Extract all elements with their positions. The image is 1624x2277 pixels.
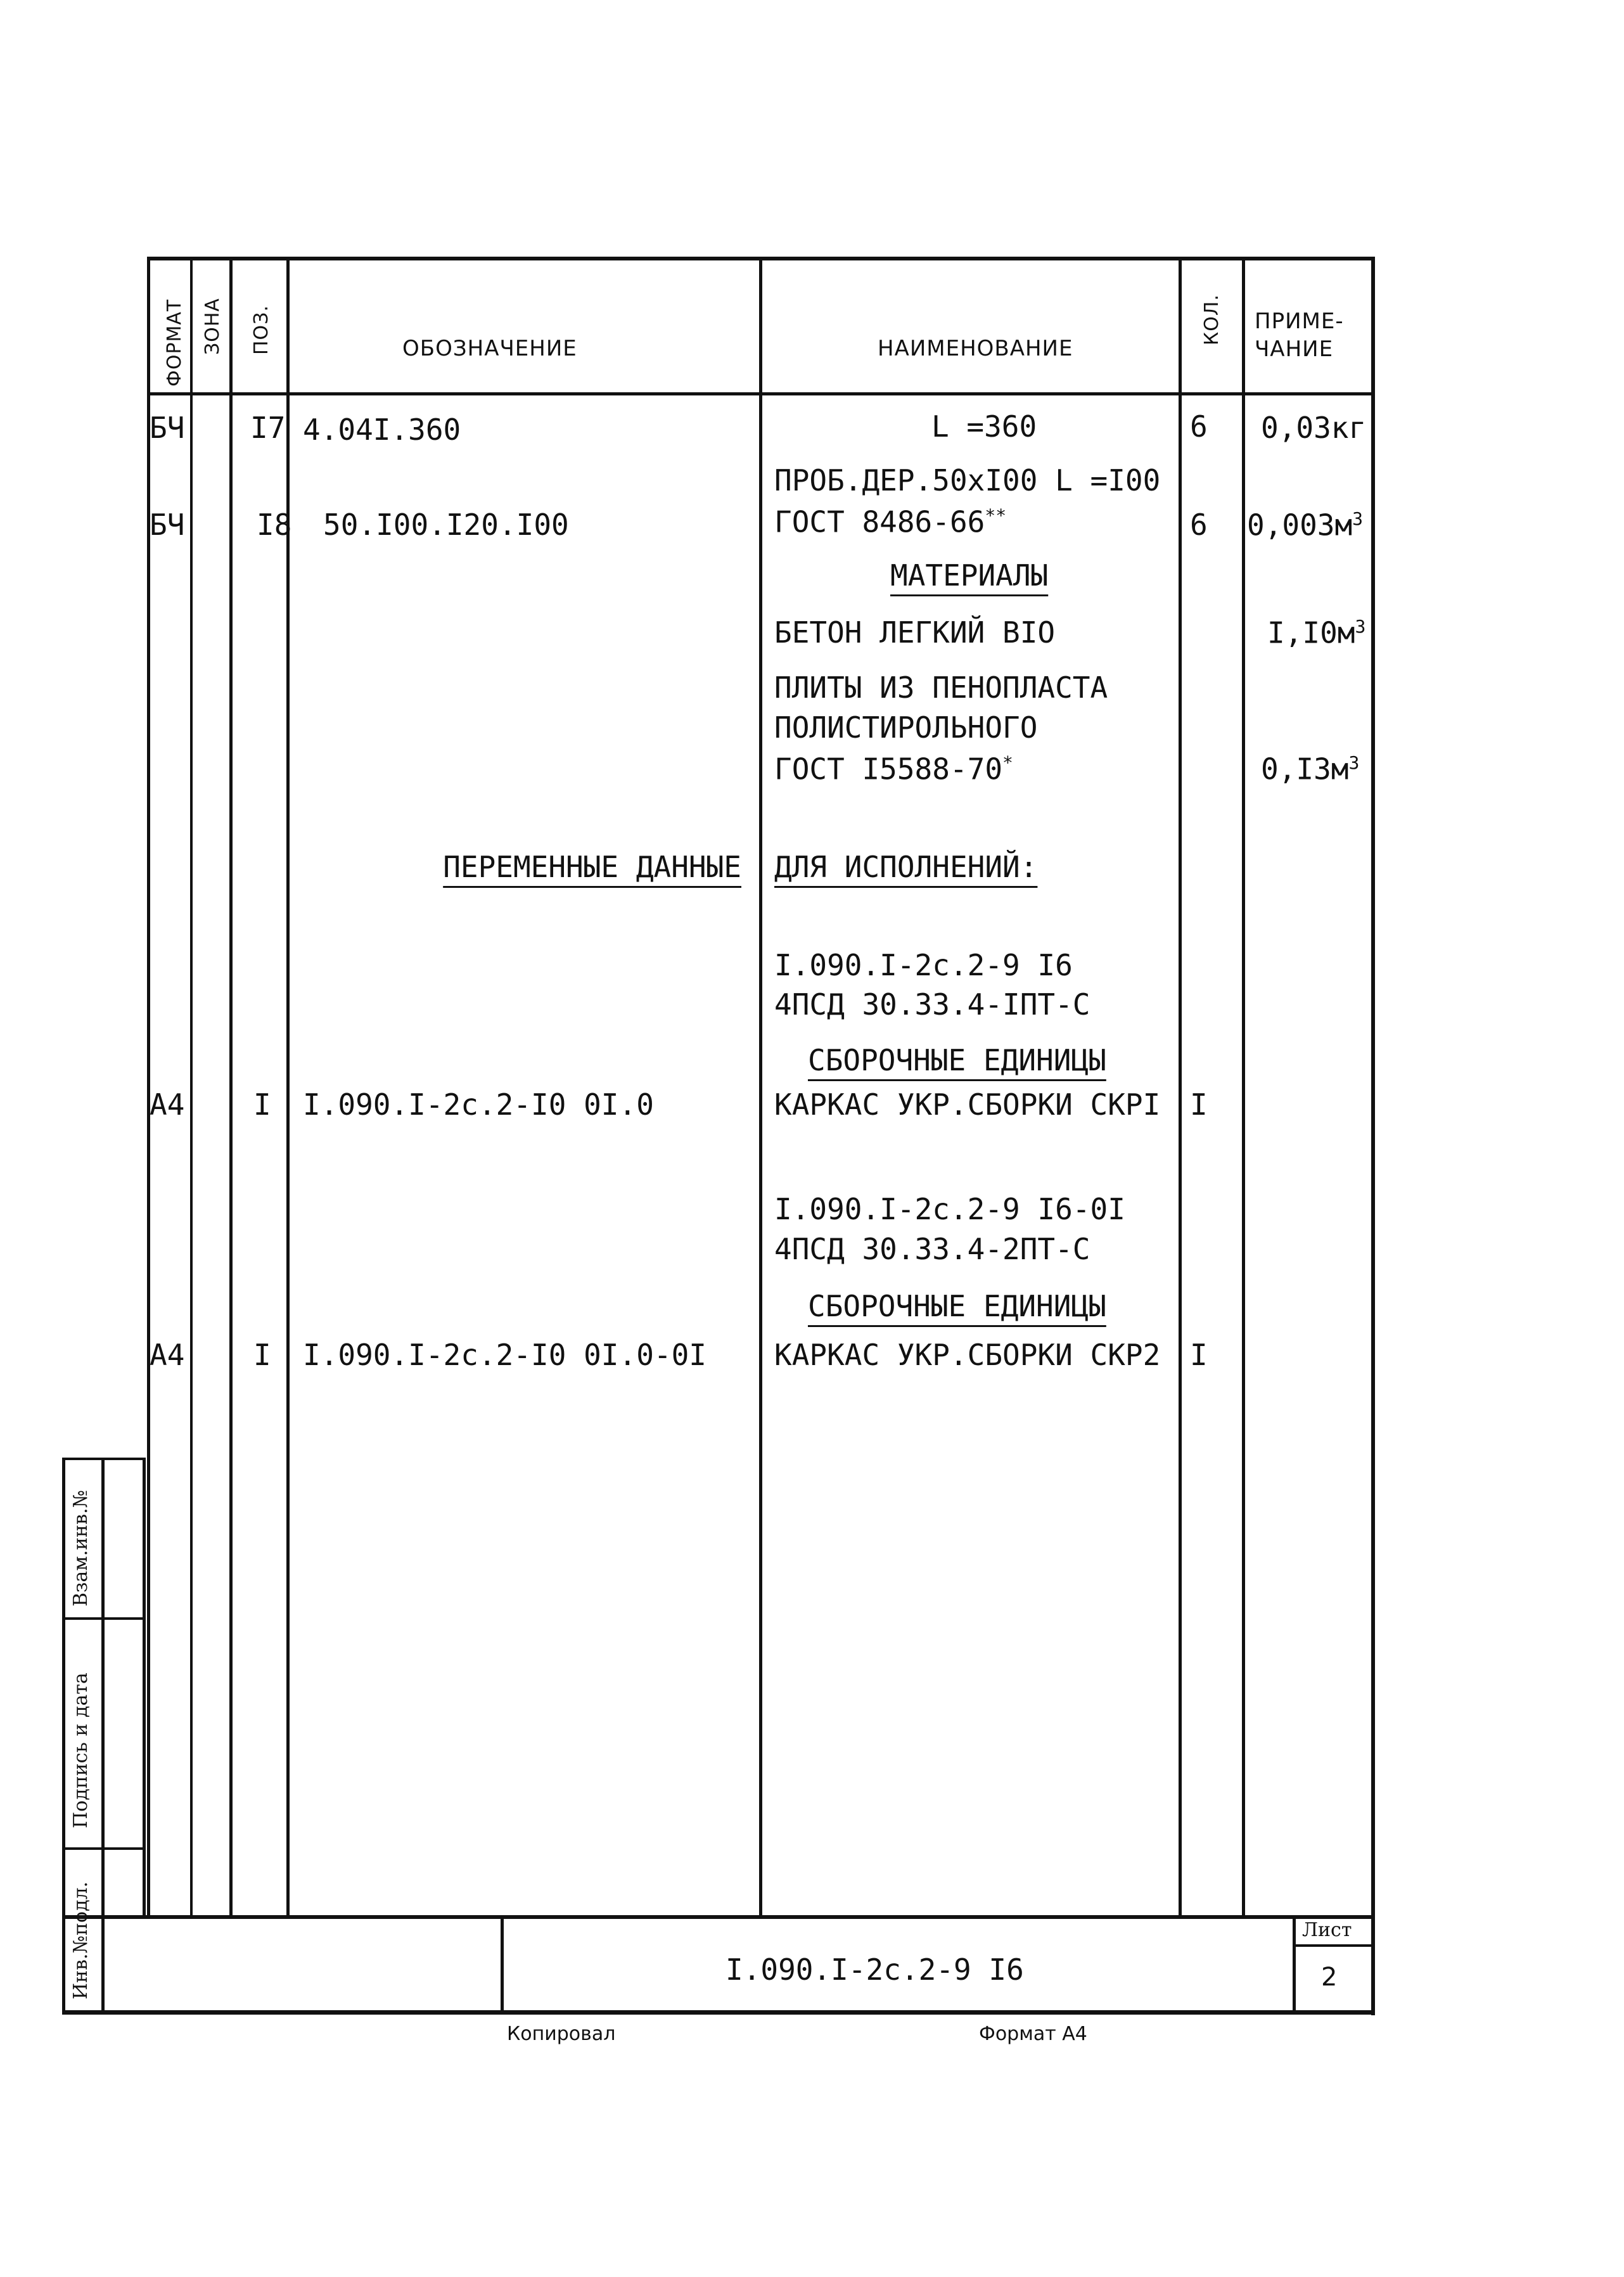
col-designation-left — [286, 257, 290, 1917]
variable-data-left: ПЕРЕМЕННЫЕ ДАННЫЕ — [443, 850, 741, 884]
header-note-line2: ЧАНИЕ — [1255, 337, 1334, 362]
row18-name-line2 — [774, 504, 1007, 539]
variant1-mark: 4ПСД 30.33.4-IПТ-С — [774, 987, 1090, 1022]
sheet-cell-left — [1293, 1915, 1296, 2013]
material-concrete: БЕТОН ЛЕГКИЙ BIO — [774, 615, 1056, 650]
materials-heading: МАТЕРИАЛЫ — [890, 558, 1049, 593]
variant2-pos: I — [253, 1338, 271, 1372]
col-qty-left — [1179, 257, 1182, 1917]
row17-designation: 4.04I.360 — [303, 413, 461, 447]
row18-note-value: 0,003м — [1247, 508, 1353, 542]
col-pos-left — [229, 257, 233, 1917]
foam-gost: ГОСТ I5588-70 — [774, 752, 1003, 786]
header-format: ФОРМАТ — [163, 298, 186, 387]
variant2-name: КАРКАС УКР.СБОРКИ СКР2 — [774, 1338, 1161, 1372]
variant2-format: А4 — [150, 1338, 185, 1372]
side-inv-original: Инв.№подл. — [70, 1881, 92, 1999]
col-name-left — [759, 257, 762, 1917]
row18-gost: ГОСТ 8486-66 — [774, 504, 985, 539]
variant2-doc: I.090.I-2с.2-9 I6-0I — [774, 1192, 1125, 1226]
material-foam-note — [1261, 752, 1360, 786]
material-concrete-note — [1267, 615, 1366, 650]
row18-designation: 50.I00.I20.I00 — [323, 508, 569, 542]
material-foam-line1: ПЛИТЫ ИЗ ПЕНОПЛАСТА — [774, 670, 1108, 705]
foam-note-exp: 3 — [1348, 752, 1360, 773]
row18-note-exp: 3 — [1352, 508, 1364, 529]
row18-qty: 6 — [1190, 508, 1208, 542]
variant1-doc: I.090.I-2с.2-9 I6 — [774, 948, 1073, 982]
foam-gost-mark: * — [1002, 752, 1013, 773]
row18-pos: I8 — [257, 508, 292, 542]
footer-copied: Копировал — [507, 2023, 616, 2045]
side-stamp-mid — [101, 1458, 105, 2014]
variant2-heading: СБОРОЧНЫЕ ЕДИНИЦЫ — [808, 1289, 1106, 1323]
header-zone: ЗОНА — [201, 298, 224, 355]
col-format-left — [147, 257, 150, 1917]
footer-format: Формат А4 — [979, 2023, 1087, 2045]
side-stamp-top — [62, 1458, 146, 1460]
row18-gost-mark: ** — [985, 505, 1007, 526]
row17-qty: 6 — [1190, 409, 1208, 444]
variant2-designation: I.090.I-2с.2-I0 0I.0-0I — [303, 1338, 707, 1372]
side-stamp-left — [62, 1458, 65, 2014]
variant1-format: А4 — [150, 1087, 185, 1122]
sheet-number: 2 — [1321, 1963, 1338, 1992]
col-note-left — [1242, 257, 1245, 1917]
foam-note-value: 0,I3м — [1261, 752, 1349, 786]
row18-note — [1247, 508, 1364, 542]
variant1-heading: СБОРОЧНЫЕ ЕДИНИЦЫ — [808, 1043, 1106, 1077]
row17-format: БЧ — [150, 411, 185, 445]
title-doc-number: I.090.I-2с.2-9 I6 — [726, 1953, 1024, 1987]
variant1-name: КАРКАС УКР.СБОРКИ СКРI — [774, 1087, 1161, 1122]
variant1-qty: I — [1190, 1087, 1208, 1122]
table-right-border — [1371, 257, 1375, 2015]
row17-pos: I7 — [250, 411, 286, 445]
header-designation: ОБОЗНАЧЕНИЕ — [402, 336, 577, 361]
side-stamp-div2 — [62, 1847, 146, 1850]
col-zone-left — [190, 257, 193, 1917]
side-signature-date: Подпись и дата — [70, 1672, 92, 1828]
row18-format: БЧ — [150, 508, 185, 542]
header-name: НАИМЕНОВАНИЕ — [878, 336, 1073, 361]
variable-data-right: ДЛЯ ИСПОЛНЕНИЙ: — [774, 850, 1038, 884]
row17-name: L =360 — [931, 409, 1037, 444]
header-qty: КОЛ. — [1201, 293, 1223, 345]
sheet-label: Лист — [1302, 1919, 1352, 1941]
row18-name-line1: ПРОБ.ДЕР.50хI00 L =I00 — [774, 463, 1161, 497]
header-note — [1255, 307, 1344, 363]
variant2-qty: I — [1190, 1338, 1208, 1372]
variant1-pos: I — [253, 1087, 271, 1122]
variant1-designation: I.090.I-2с.2-I0 0I.0 — [303, 1087, 654, 1122]
variant2-mark: 4ПСД 30.33.4-2ПТ-С — [774, 1232, 1090, 1266]
title-block-bottom — [62, 2010, 1375, 2015]
title-block-top — [62, 1915, 1375, 1919]
header-note-line1: ПРИМЕ- — [1255, 309, 1344, 334]
side-stamp-div1 — [62, 1617, 146, 1620]
concrete-note-value: I,I0м — [1267, 615, 1355, 650]
sheet-cell-divider — [1293, 1944, 1374, 1947]
concrete-note-exp: 3 — [1355, 616, 1366, 637]
side-inv-exchange: Взам.инв.№ — [70, 1490, 92, 1607]
material-foam-line2: ПОЛИСТИРОЛЬНОГО — [774, 710, 1038, 745]
title-block-divider — [501, 1915, 504, 2013]
header-pos: ПОЗ. — [250, 305, 272, 355]
row17-note: 0,03кг — [1261, 411, 1367, 445]
material-foam-line3 — [774, 752, 1013, 786]
